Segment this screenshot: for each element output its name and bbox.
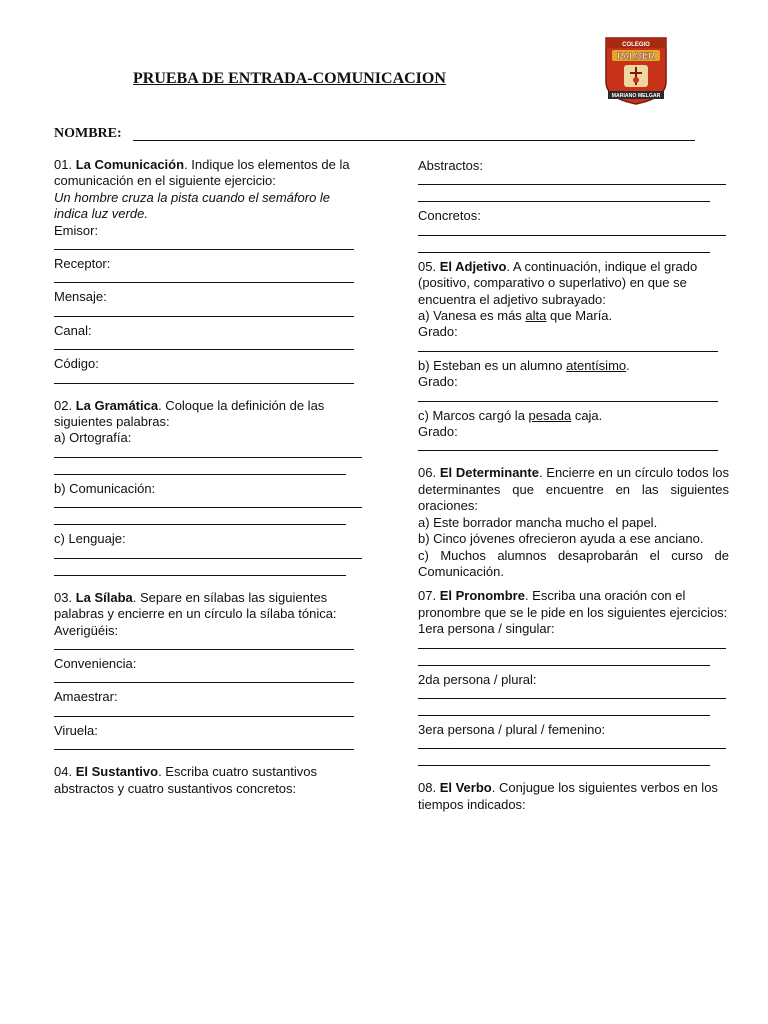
answer-line[interactable] (54, 706, 354, 717)
word-label: Conveniencia: (54, 655, 137, 671)
answer-line[interactable] (54, 548, 362, 559)
question-text: . Escriba una oración con el pronombre que se le pide en los siguientes ejercicios: (418, 588, 728, 620)
question-text: . Escriba cuatro sustantivos abstractos y cuatro sustantivos concretos: (54, 764, 318, 796)
answer-line[interactable] (54, 447, 362, 458)
question-text: . Separe en sílabas las siguientes palabras y encierre en un círculo la sílaba tónica: (54, 589, 337, 622)
question-number: 02. (54, 397, 73, 413)
answer-line[interactable] (54, 672, 354, 683)
question-number: 08. (418, 780, 437, 796)
grade-label: Grado: (418, 324, 458, 340)
example-sentence: Un hombre cruza la pista cuando el semáforo le indica luz verde. (54, 189, 331, 222)
question-topic: El Determinante (439, 465, 539, 481)
word-label: Viruela: (54, 722, 98, 738)
question-02 (54, 398, 354, 576)
question-topic: El Verbo (439, 780, 492, 796)
item-label: a) Ortografía: (54, 430, 132, 446)
logo-top-text: COLEGIO (622, 42, 650, 48)
answer-line[interactable] (54, 497, 362, 508)
question-text: . Coloque la definición de las siguientes palabras: (54, 397, 325, 430)
sentence: a) Vanesa es más alta que María. (418, 308, 613, 324)
item-label: 3era persona / plural / femenino: (418, 721, 606, 737)
left-column (54, 157, 354, 797)
sentence: c) Muchos alumnos desaprobarán el curso de Comunicación. (418, 547, 729, 579)
answer-line[interactable] (54, 639, 354, 650)
question-text: . Conjugue los siguientes verbos en los tiempos indicados: (418, 780, 718, 812)
answer-line[interactable] (418, 242, 710, 253)
question-number: 01. (54, 157, 73, 172)
answer-line[interactable] (54, 464, 346, 475)
question-topic: La Sílaba (75, 589, 133, 605)
question-06 (418, 465, 729, 580)
question-text: . Indique los elementos de la comunicación en el siguiente ejercicio: (54, 157, 350, 189)
name-label: NOMBRE: (54, 126, 122, 141)
answer-line[interactable] (418, 638, 726, 649)
underlined-adjective: atentísimo (566, 357, 627, 373)
answer-line[interactable] (54, 514, 346, 525)
school-logo (602, 36, 670, 106)
question-topic: La Comunicación (75, 157, 185, 172)
answer-line[interactable] (54, 565, 346, 576)
underlined-adjective: alta (525, 308, 547, 324)
logo-name: PALMER (617, 51, 655, 61)
item-label: 2da persona / plural: (418, 671, 537, 687)
sentence: b) Cinco jóvenes ofrecieron ayuda a ese anciano. (418, 531, 704, 547)
answer-line[interactable] (418, 440, 718, 451)
item-label: c) Lenguaje: (54, 531, 126, 547)
answer-line[interactable] (418, 191, 710, 202)
name-input-line[interactable] (133, 140, 695, 141)
grade-label: Grado: (418, 424, 458, 440)
answer-line[interactable] (418, 755, 710, 766)
question-number: 05. (418, 258, 437, 274)
question-text: . A continuación, indique el grado (positivo, comparativo o superlativo) en que se encuentra el adjetivo subrayado: (418, 258, 698, 307)
right-column (418, 158, 729, 813)
answer-line[interactable] (54, 373, 354, 384)
item-label: b) Comunicación: (54, 480, 156, 496)
question-03 (54, 590, 354, 750)
field-label: Canal: (54, 322, 92, 338)
sentence: c) Marcos cargó la pesada caja. (418, 407, 603, 423)
sentence: b) Esteban es un alumno atentísimo. (418, 357, 630, 373)
item-label: 1era persona / singular: (418, 621, 555, 637)
answer-line[interactable] (54, 239, 354, 250)
answer-line[interactable] (54, 272, 354, 283)
question-04 (54, 764, 354, 797)
question-01 (54, 157, 354, 384)
answer-line[interactable] (418, 688, 726, 699)
question-topic: El Pronombre (439, 588, 525, 604)
answer-line[interactable] (418, 738, 726, 749)
answer-line[interactable] (418, 341, 718, 352)
question-08 (418, 780, 729, 813)
answer-line[interactable] (418, 705, 710, 716)
question-number: 07. (418, 588, 437, 604)
grade-label: Grado: (418, 374, 458, 390)
answer-line[interactable] (418, 391, 718, 402)
field-label: Emisor: (54, 222, 99, 238)
logo-emblem-icon (624, 65, 648, 87)
question-number: 06. (418, 465, 437, 481)
answer-line[interactable] (54, 339, 354, 350)
question-topic: El Sustantivo (75, 764, 159, 780)
question-text: . Encierre en un círculo todos los determinantes que encuentre en las siguientes oraciones: (418, 465, 729, 514)
question-05 (418, 259, 729, 452)
field-label: Mensaje: (54, 289, 107, 305)
field-label: Código: (54, 356, 99, 372)
question-07 (418, 588, 729, 766)
page-title: PRUEBA DE ENTRADA-COMUNICACION (133, 70, 446, 87)
question-topic: La Gramática (75, 397, 159, 413)
underlined-adjective: pesada (528, 407, 572, 423)
sentence: a) Este borrador mancha mucho el papel. (418, 514, 658, 530)
question-number: 03. (54, 589, 73, 605)
answer-line[interactable] (418, 655, 710, 666)
concrete-label: Concretos: (418, 208, 481, 224)
answer-line[interactable] (54, 739, 354, 750)
logo-bottom-text: MARIANO MELGAR (611, 93, 661, 99)
word-label: Averigüéis: (54, 622, 119, 638)
question-number: 04. (54, 764, 73, 780)
question-topic: El Adjetivo (439, 258, 507, 274)
answer-line[interactable] (418, 174, 726, 185)
answer-line[interactable] (54, 306, 354, 317)
word-label: Amaestrar: (54, 689, 118, 705)
field-label: Receptor: (54, 256, 111, 272)
answer-line[interactable] (418, 225, 726, 236)
abstract-label: Abstractos: (418, 158, 484, 173)
